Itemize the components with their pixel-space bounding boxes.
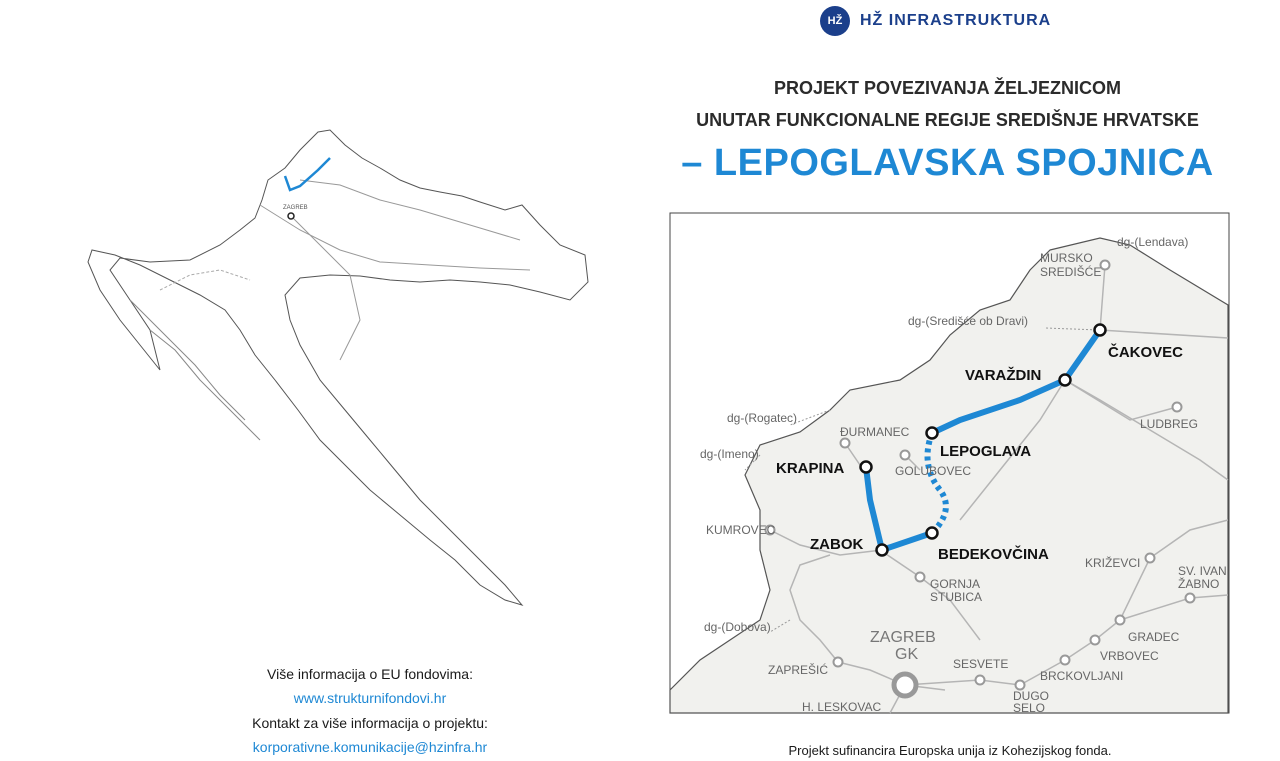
label-sredisce: SREDIŠĆE bbox=[1040, 265, 1102, 279]
station-zagreb-gk-marker bbox=[894, 674, 916, 696]
label-border-dobova: dg-(Dobova) bbox=[704, 620, 771, 634]
station-krapina-marker bbox=[861, 462, 872, 473]
label-varazdin: VARAŽDIN bbox=[965, 367, 1042, 384]
label-sesvete: SESVETE bbox=[953, 657, 1009, 671]
mini-zagreb-label: ZAGREB bbox=[283, 205, 308, 211]
route-map bbox=[670, 213, 1229, 715]
label-cakovec: ČAKOVEC bbox=[1108, 344, 1184, 361]
label-h-leskovac: H. LESKOVAC bbox=[802, 700, 882, 714]
title-line-2: UNUTAR FUNKCIONALNE REGIJE SREDIŠNJE HRVATSKE bbox=[696, 110, 1199, 130]
label-zabno: ŽABNO bbox=[1178, 577, 1220, 591]
station-bedekovcina-marker bbox=[927, 528, 938, 539]
mini-zagreb-marker bbox=[288, 213, 294, 219]
link-contact-email[interactable]: korporativne.komunikacije@hzinfra.hr bbox=[252, 739, 488, 755]
label-vrbovec: VRBOVEC bbox=[1100, 649, 1159, 663]
label-border-lendava: dg-(Lendava) bbox=[1117, 235, 1189, 249]
label-dugo: DUGO bbox=[1013, 689, 1049, 703]
label-golubovec: GOLUBOVEC bbox=[895, 464, 972, 478]
label-kumrovec: KUMROVEC bbox=[706, 523, 776, 537]
title-line-1: PROJEKT POVEZIVANJA ŽELJEZNICOM bbox=[773, 78, 1122, 98]
info-contact-label: Kontakt za više informacija o projektu: bbox=[252, 715, 488, 731]
label-brckovljani: BRCKOVLJANI bbox=[1040, 669, 1124, 683]
station-varazdin-marker bbox=[1060, 375, 1071, 386]
label-zagreb: ZAGREB bbox=[870, 629, 936, 646]
label-border-rogatec: dg-(Rogatec) bbox=[727, 411, 798, 425]
label-sv-ivan: SV. IVAN bbox=[1178, 564, 1227, 578]
label-gradec: GRADEC bbox=[1128, 630, 1180, 644]
label-krizevci: KRIŽEVCI bbox=[1085, 556, 1141, 570]
link-strukturni-fondovi[interactable]: www.strukturnifondovi.hr bbox=[293, 690, 447, 706]
title-line-3: – LEPOGLAVSKA SPOJNICA bbox=[681, 142, 1214, 184]
label-gk: GK bbox=[895, 646, 919, 663]
label-lepoglava: LEPOGLAVA bbox=[940, 443, 1032, 460]
label-selo: SELO bbox=[1013, 701, 1046, 715]
label-border-imeno: dg-(Imeno) bbox=[700, 447, 759, 461]
hz-logo-icon: HŽ bbox=[820, 6, 850, 36]
label-bedekovcina: BEDEKOVČINA bbox=[938, 546, 1049, 563]
label-krapina: KRAPINA bbox=[776, 460, 845, 477]
station-lepoglava-marker bbox=[927, 428, 938, 439]
logo-text: HŽ INFRASTRUKTURA bbox=[860, 12, 1052, 29]
label-durmanec: ĐURMANEC bbox=[840, 425, 910, 439]
cofinancing-note: Projekt sufinancira Europska unija iz Kohezijskog fonda. bbox=[788, 743, 1112, 758]
label-stubica: STUBICA bbox=[930, 590, 983, 604]
label-border-sredisce: dg-(Središće ob Dravi) bbox=[908, 314, 1029, 328]
station-zabok-marker bbox=[877, 545, 888, 556]
label-ludbreg: LUDBREG bbox=[1140, 417, 1199, 431]
mini-route bbox=[283, 158, 330, 219]
croatia-outline-map bbox=[88, 130, 588, 605]
info-eu-funds-label: Više informacija o EU fondovima: bbox=[267, 666, 473, 682]
label-mursko: MURSKO bbox=[1040, 251, 1093, 265]
label-zabok: ZABOK bbox=[810, 536, 864, 553]
label-gornja: GORNJA bbox=[930, 577, 981, 591]
station-cakovec-marker bbox=[1095, 325, 1106, 336]
label-zapresic: ZAPREŠIĆ bbox=[768, 663, 829, 677]
